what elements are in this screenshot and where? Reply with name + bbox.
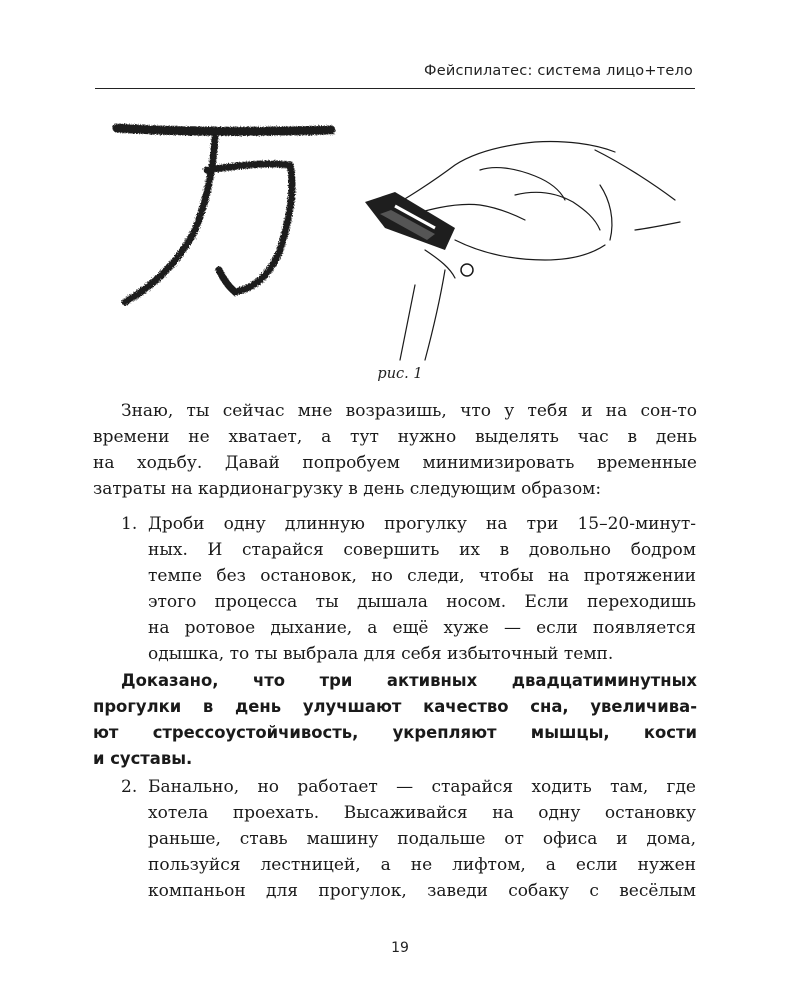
text-line: и суставы.	[93, 749, 193, 768]
text-line: пользуйся лестницей, а не лифтом, а если нужен	[148, 855, 696, 875]
hand-with-fitness-band-icon	[385, 141, 680, 360]
figure-illustration	[95, 110, 695, 370]
text-line: Доказано, что три активных двадцатиминутных	[121, 671, 697, 690]
text-line: раньше, ставь машину подальше от офиса и дома,	[148, 829, 696, 849]
list-item-2	[121, 774, 696, 904]
figure-caption: рис. 1	[377, 366, 423, 382]
fitness-band-icon	[365, 192, 455, 250]
text-line: ных. И старайся совершить их в довольно бодром	[148, 540, 696, 560]
list-item-1	[121, 511, 696, 667]
text-line: ют стрессоустойчивость, укрепляют мышцы, кости	[93, 723, 697, 742]
text-line: одышка, то ты выбрала для себя избыточный темп.	[148, 644, 614, 664]
text-line: темпе без остановок, но следи, чтобы на протяжении	[148, 566, 696, 586]
text-line: этого процесса ты дышала носом. Если переходишь	[148, 592, 696, 612]
chinese-character-brush-icon	[117, 128, 331, 302]
paragraph-intro	[93, 398, 697, 502]
text-line: прогулки в день улучшают качество сна, увеличива-	[93, 697, 697, 716]
text-line: Знаю, ты сейчас мне возразишь, что у тебя и на сон-то	[121, 401, 697, 421]
text-line: хотела проехать. Высаживайся на одну остановку	[148, 803, 696, 823]
text-line: на ходьбу. Давай попробуем минимизировать временные	[93, 453, 697, 473]
page-number: 19	[391, 940, 409, 956]
text-line: времени не хватает, а тут нужно выделять час в день	[93, 427, 697, 447]
text-line: компаньон для прогулок, заведи собаку с весёлым	[148, 881, 696, 901]
list-item-number: 2.	[121, 777, 138, 797]
text-line: затраты на кардионагрузку в день следующим образом:	[93, 479, 602, 499]
header-title: Фейспилатес: система лицо+тело	[424, 63, 693, 79]
text-line: на ротовое дыхание, а ещё хуже — если появляется	[148, 618, 696, 638]
text-line: Банально, но работает — старайся ходить там, где	[148, 777, 696, 797]
callout-bold-paragraph	[93, 668, 697, 772]
list-item-number: 1.	[121, 514, 138, 534]
running-header	[95, 60, 695, 89]
text-line: Дроби одну длинную прогулку на три 15–20-минут-	[148, 514, 696, 534]
